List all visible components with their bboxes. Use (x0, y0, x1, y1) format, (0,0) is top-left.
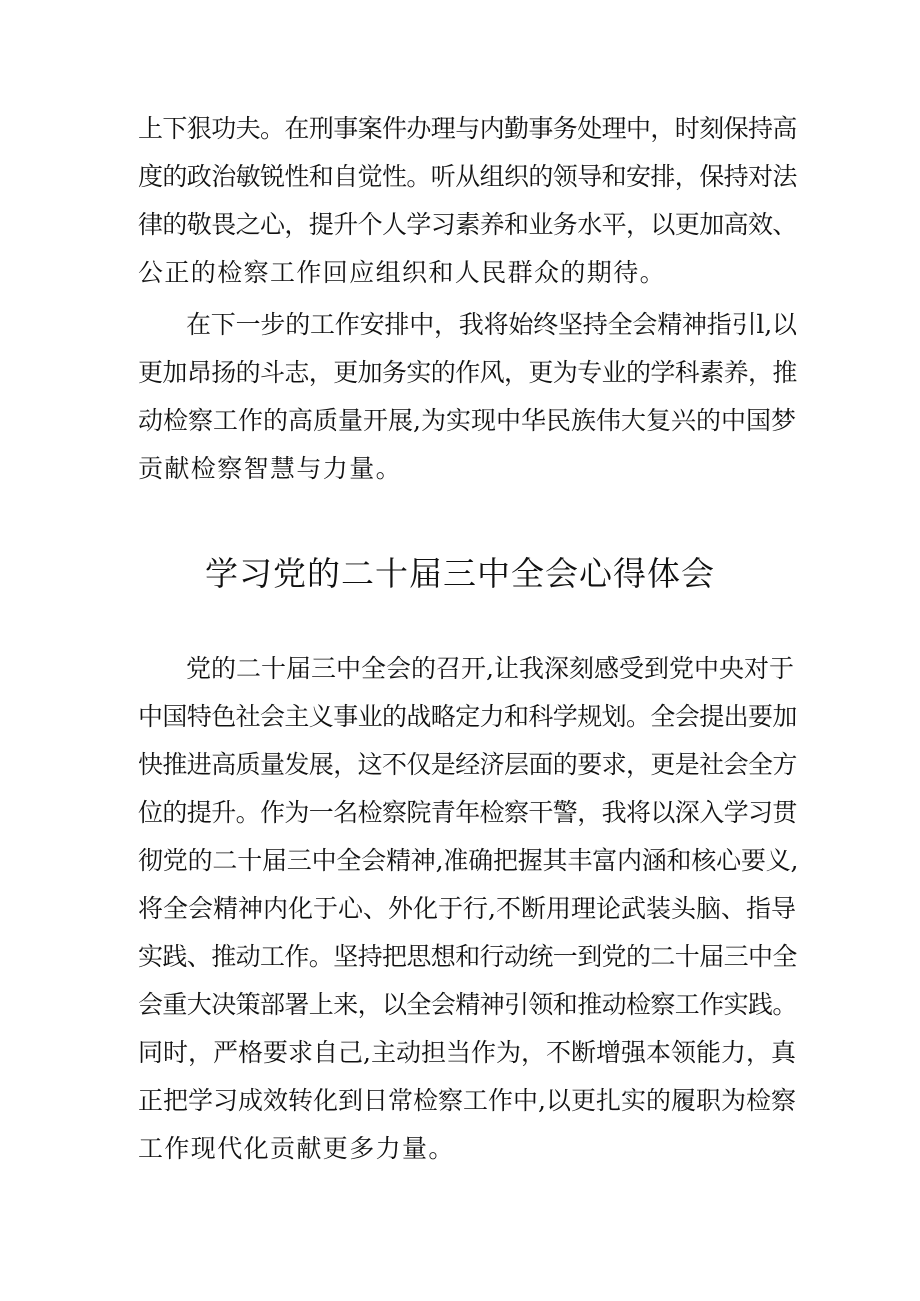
para1-line-3: 律的敬畏之心，提升个人学习素养和业务水平，以更加高效、 (138, 210, 797, 239)
para1-line-1: 上下狠功夫。在刑事案件办理与内勤事务处理中，时刻保持高 (138, 114, 797, 143)
para3-line-2: 中国特色社会主义事业的战略定力和科学规划。全会提出要加 (138, 702, 797, 731)
para2-line-1: 在下一步的工作安排中，我将始终坚持全会精神指引l,以 (186, 310, 797, 339)
para3-line-9: 同时，严格要求自己,主动担当作为，不断增强本领能力，真 (138, 1038, 796, 1067)
para3-line-11: 工作现代化贡献更多力量。 (138, 1134, 455, 1163)
para3-line-4: 位的提升。作为一名检察院青年检察干警，我将以深入学习贯 (138, 798, 797, 827)
para3-line-10: 正把学习成效转化到日常检察工作中,以更扎实的履职为检察 (138, 1086, 796, 1115)
para2-line-4: 贡献检察智慧与力量。 (138, 454, 403, 483)
para2-line-2: 更加昂扬的斗志，更加务实的作风，更为专业的学科素养，推 (138, 358, 797, 387)
para3-line-7: 实践、推动工作。坚持把思想和行动统一到党的二十届三中全 (138, 942, 797, 971)
para1-line-4: 公正的检察工作回应组织和人民群众的期待。 (138, 258, 667, 287)
para3-line-1: 党的二十届三中全会的召开,让我深刻感受到党中央对于 (186, 654, 794, 683)
para3-line-3: 快推进高质量发展，这不仅是经济层面的要求，更是社会全方 (138, 750, 797, 779)
para1-line-2: 度的政治敏锐性和自觉性。听从组织的领导和安排，保持对法 (138, 162, 797, 191)
para3-line-5: 彻党的二十届三中全会精神,准确把握其丰富内涵和核心要义, (138, 846, 799, 875)
para3-line-6: 将全会精神内化于心、外化于行,不断用理论武装头脑、指导 (138, 894, 796, 923)
para2-line-3: 动检察工作的高质量开展,为实现中华民族伟大复兴的中国梦 (138, 406, 796, 435)
article-title: 学习党的二十届三中全会心得体会 (205, 554, 715, 593)
para3-line-8: 会重大决策部署上来，以全会精神引领和推动检察工作实践。 (138, 990, 797, 1019)
